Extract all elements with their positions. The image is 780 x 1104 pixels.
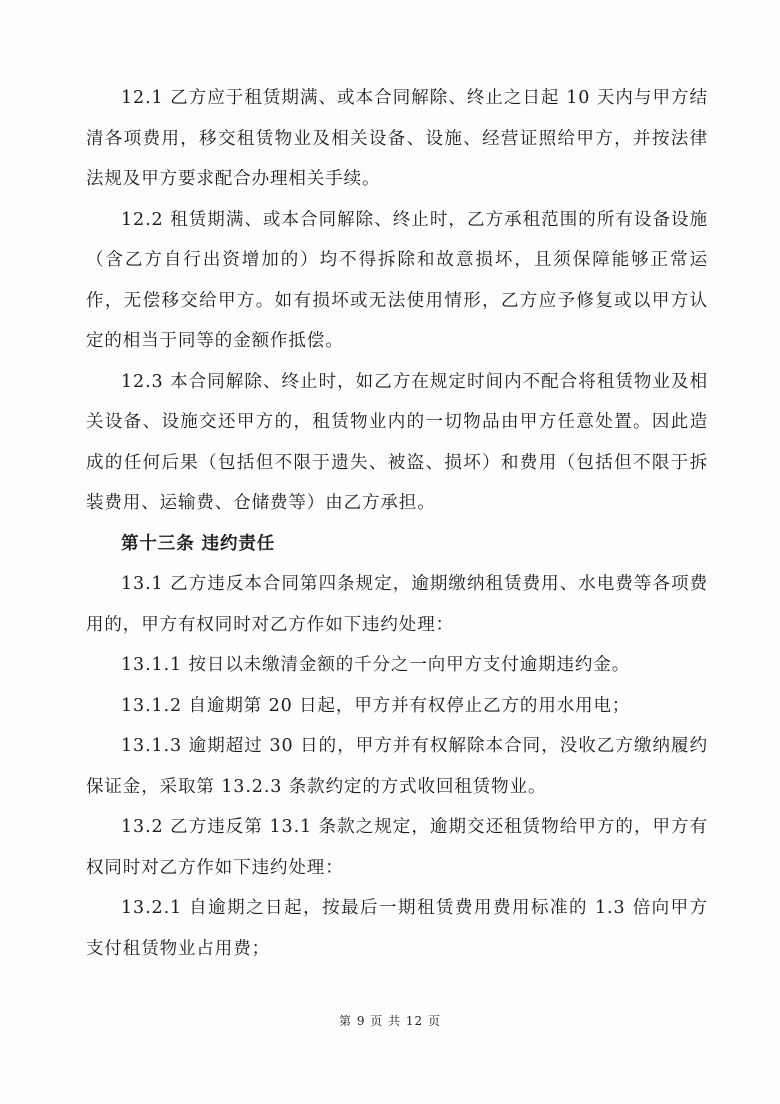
clause-12-1: 12.1 乙方应于租赁期满、或本合同解除、终止之日起 10 天内与甲方结清各项费用，移交租赁物业及相关设备、设施、经营证照给甲方，并按法律法规及甲方要求配合办理相关手续。 xyxy=(86,88,708,189)
clause-12-2: 12.2 租赁期满、或本合同解除、终止时，乙方承租范围的所有设备设施（含乙方自行出资增加的）均不得拆除和故意损坏，且须保障能够正常运作，无偿移交给甲方。如有损坏或无法使用情形，乙方应予修复或以甲方认定的相当于同等的金额作抵偿。 xyxy=(86,209,708,351)
clause-13-1-1: 13.1.1 按日以未缴清金额的千分之一向甲方支付逾期违约金。 xyxy=(121,655,631,675)
article-13-heading: 第十三条 违约责任 xyxy=(121,533,276,554)
clause-12-3: 12.3 本合同解除、终止时，如乙方在规定时间内不配合将租赁物业及相关设备、设施交还甲方的，租赁物业内的一切物品由甲方任意处置。因此造成的任何后果（包括但不限于遗失、被盗、损坏）和费用（包括但不限于拆装费用、运输费、仓储费等）由乙方承担。 xyxy=(86,371,708,513)
clause-13-1: 13.1 乙方违反本合同第四条规定，逾期缴纳租赁费用、水电费等各项费用的，甲方有权同时对乙方作如下违约处理： xyxy=(86,574,708,635)
clause-13-1-2: 13.1.2 自逾期第 20 日起，甲方并有权停止乙方的用水用电； xyxy=(121,695,631,716)
clause-13-1-3: 13.1.3 逾期超过 30 日的，甲方并有权解除本合同，没收乙方缴纳履约保证金，采取第 13.2.3 条款约定的方式收回租赁物业。 xyxy=(86,736,708,797)
page-number-footer: 第 9 页 共 12 页 xyxy=(339,1014,441,1028)
clause-13-2-1: 13.2.1 自逾期之日起，按最后一期租赁费用费用标准的 1.3 倍向甲方支付租赁物业占用费； xyxy=(86,898,708,959)
clause-13-2: 13.2 乙方违反第 13.1 条款之规定，逾期交还租赁物给甲方的，甲方有权同时对乙方作如下违约处理： xyxy=(86,817,708,878)
document-body xyxy=(86,78,708,969)
